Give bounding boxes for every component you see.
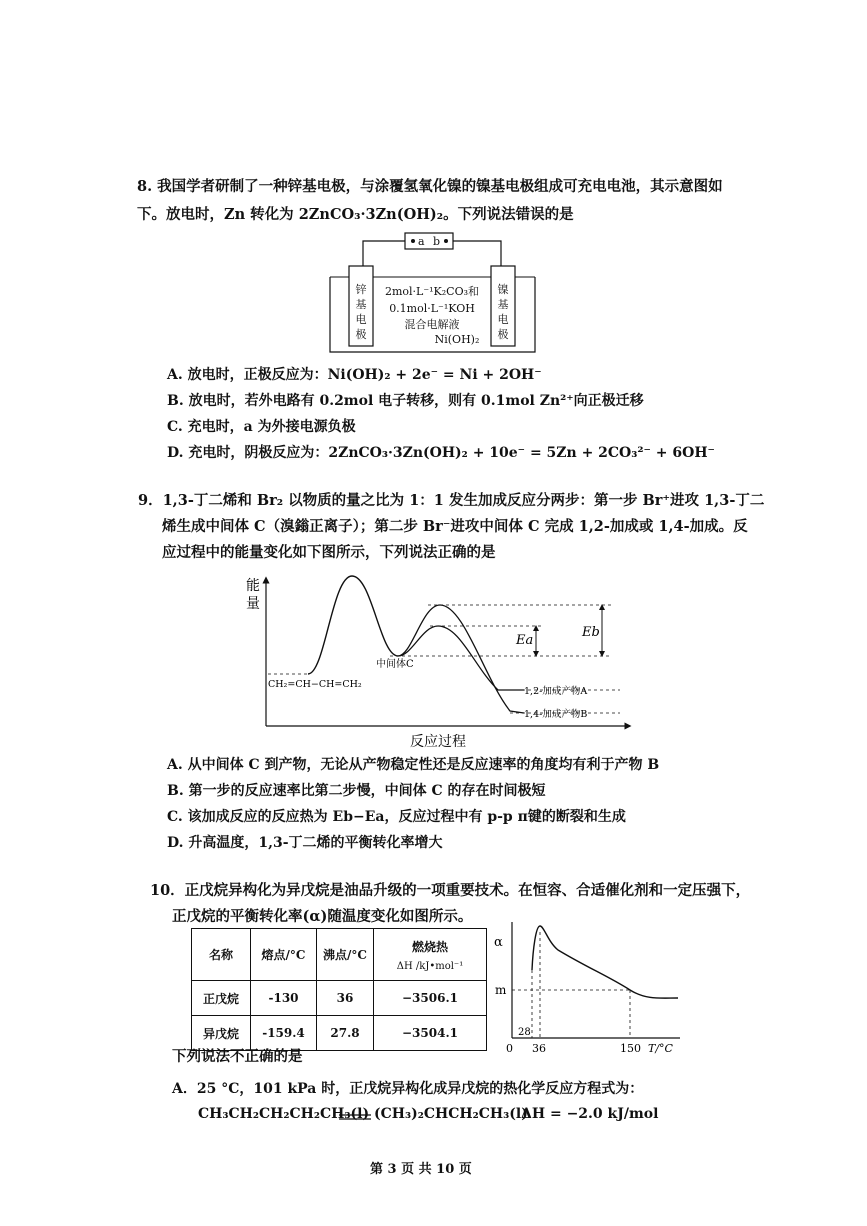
x-axis-label: 反应过程 bbox=[410, 734, 466, 750]
q10-equation-right: (CH₃)₂CHCH₂CH₃(l) bbox=[374, 1106, 528, 1122]
eb-label: Eb bbox=[582, 625, 600, 640]
q10-prompt: 下列说法不正确的是 bbox=[172, 1048, 303, 1065]
table-cell: 27.8 bbox=[317, 1016, 374, 1051]
q9-option-b: B. 第一步的反应速率比第二步慢，中间体 C 的存在时间极短 bbox=[167, 783, 546, 799]
q9-stem-line1: 9．1,3-丁二烯和 Br₂ 以物质的量之比为 1：1 发生加成反应分两步：第一步 Br⁺进攻 1,3-丁二 bbox=[138, 492, 765, 509]
m-level-label: m bbox=[495, 983, 507, 997]
q10-equation-delta-h: ΔH = −2.0 kJ/mol bbox=[521, 1106, 659, 1122]
pentane-property-table bbox=[191, 928, 487, 1051]
q8-option-d: D. 充电时，阴极反应为：2ZnCO₃·3Zn(OH)₂ + 10e⁻ = 5Zn + 2CO₃²⁻ + 6OH⁻ bbox=[167, 445, 715, 461]
nickel-electrode-char-2: 基 bbox=[497, 298, 509, 311]
table-cell: -159.4 bbox=[251, 1016, 317, 1051]
electrolyte-line-3: 混合电解液 bbox=[404, 318, 460, 331]
table-row bbox=[192, 981, 487, 1016]
q10-option-a: A．25 °C，101 kPa 时，正戊烷异构化成异戊烷的热化学反应方程式为： bbox=[172, 1081, 644, 1097]
path-to-product-a bbox=[398, 626, 524, 690]
nickel-hydroxide-label: Ni(OH)₂ bbox=[434, 333, 480, 346]
tick-28: 28 bbox=[518, 1027, 531, 1038]
intermediate-label: 中间体C bbox=[376, 659, 414, 670]
q8-option-a: A. 放电时，正极反应为：Ni(OH)₂ + 2e⁻ = Ni + 2OH⁻ bbox=[167, 367, 542, 383]
y-axis-label-2: 量 bbox=[246, 596, 260, 612]
battery-diagram bbox=[325, 228, 540, 358]
product-b-label: 1,4-加成产物B bbox=[524, 709, 588, 720]
reactant-label: CH₂=CH−CH=CH₂ bbox=[268, 679, 362, 690]
terminal-a-label: a bbox=[418, 235, 425, 248]
q8-stem-line2: 下。放电时，Zn 转化为 2ZnCO₃·3Zn(OH)₂。下列说法错误的是 bbox=[137, 206, 574, 223]
q10-stem-line2: 正戊烷的平衡转化率(α)随温度变化如图所示。 bbox=[172, 908, 473, 925]
q8-option-c: C. 充电时，a 为外接电源负极 bbox=[167, 419, 356, 435]
energy-profile-chart bbox=[240, 568, 640, 753]
tick-0: 0 bbox=[506, 1042, 513, 1055]
terminal-b-label: b bbox=[433, 235, 441, 248]
nickel-electrode-char-3: 电 bbox=[497, 313, 509, 326]
table-cell: 异戊烷 bbox=[192, 1016, 251, 1051]
path-to-product-b bbox=[398, 605, 524, 713]
nickel-electrode-char-4: 极 bbox=[497, 328, 509, 341]
q9-option-d: D. 升高温度，1,3-丁二烯的平衡转化率增大 bbox=[167, 835, 443, 851]
q9-option-a: A. 从中间体 C 到产物，无论从产物稳定性还是反应速率的角度均有利于产物 B bbox=[167, 757, 660, 773]
table-header-boiling: 沸点/°C bbox=[317, 929, 374, 981]
table-header-combustion bbox=[374, 929, 487, 981]
equilibrium-equals-sign bbox=[337, 1110, 373, 1124]
delta-h-unit-label: ΔH /kJ•mol⁻¹ bbox=[396, 960, 464, 972]
q9-stem-line2: 烯生成中间体 C（溴鎓正离子）；第二步 Br⁻进攻中间体 C 完成 1,2-加成或 1,4-加成。反 bbox=[162, 518, 748, 535]
table-cell: 36 bbox=[317, 981, 374, 1016]
q9-option-c: C. 该加成反应的反应热为 Eb−Ea，反应过程中有 p-p π键的断裂和生成 bbox=[167, 809, 626, 825]
table-cell: -130 bbox=[251, 981, 317, 1016]
table-cell: −3504.1 bbox=[374, 1016, 487, 1051]
table-header-melting: 熔点/°C bbox=[251, 929, 317, 981]
q9-stem-line3: 应过程中的能量变化如下图所示，下列说法正确的是 bbox=[162, 544, 496, 561]
electrolyte-line-2: 0.1mol·L⁻¹KOH bbox=[389, 302, 475, 315]
zinc-electrode-char-4: 极 bbox=[355, 328, 367, 341]
conversion-vs-temperature-chart bbox=[488, 918, 688, 1063]
q10-equation-left: CH₃CH₂CH₂CH₂CH₃(l) bbox=[198, 1106, 370, 1122]
tick-36: 36 bbox=[532, 1042, 546, 1055]
q8-option-b: B. 放电时，若外电路有 0.2mol 电子转移，则有 0.1mol Zn²⁺向正极迁移 bbox=[167, 393, 644, 409]
tick-150: 150 bbox=[620, 1042, 641, 1055]
page-footer: 第 3 页 共 10 页 bbox=[370, 1162, 472, 1177]
table-header-name: 名称 bbox=[192, 929, 251, 981]
zinc-electrode-char-2: 基 bbox=[355, 298, 367, 311]
zinc-electrode-char-1: 锌 bbox=[355, 283, 367, 296]
temperature-axis-label: T/°C bbox=[648, 1042, 673, 1055]
ea-label: Ea bbox=[516, 633, 534, 648]
table-cell: 正戊烷 bbox=[192, 981, 251, 1016]
product-a-label: 1,2-加成产物A bbox=[524, 686, 588, 697]
alpha-curve bbox=[532, 926, 678, 998]
q8-stem-line1: 8. 我国学者研制了一种锌基电极，与涂覆氢氧化镍的镍基电极组成可充电电池，其示意图如 bbox=[137, 178, 723, 195]
table-cell: −3506.1 bbox=[374, 981, 487, 1016]
alpha-axis-label: α bbox=[494, 935, 503, 950]
combustion-heat-label: 燃烧热 bbox=[411, 939, 448, 954]
electrolyte-line-1: 2mol·L⁻¹K₂CO₃和 bbox=[384, 285, 480, 298]
zinc-electrode-char-3: 电 bbox=[355, 313, 367, 326]
q10-stem-line1: 10．正戊烷异构化为异戊烷是油品升级的一项重要技术。在恒容、合适催化剂和一定压强下， bbox=[150, 882, 751, 899]
y-axis-label-1: 能 bbox=[246, 578, 260, 594]
nickel-electrode-char-1: 镍 bbox=[497, 283, 509, 296]
